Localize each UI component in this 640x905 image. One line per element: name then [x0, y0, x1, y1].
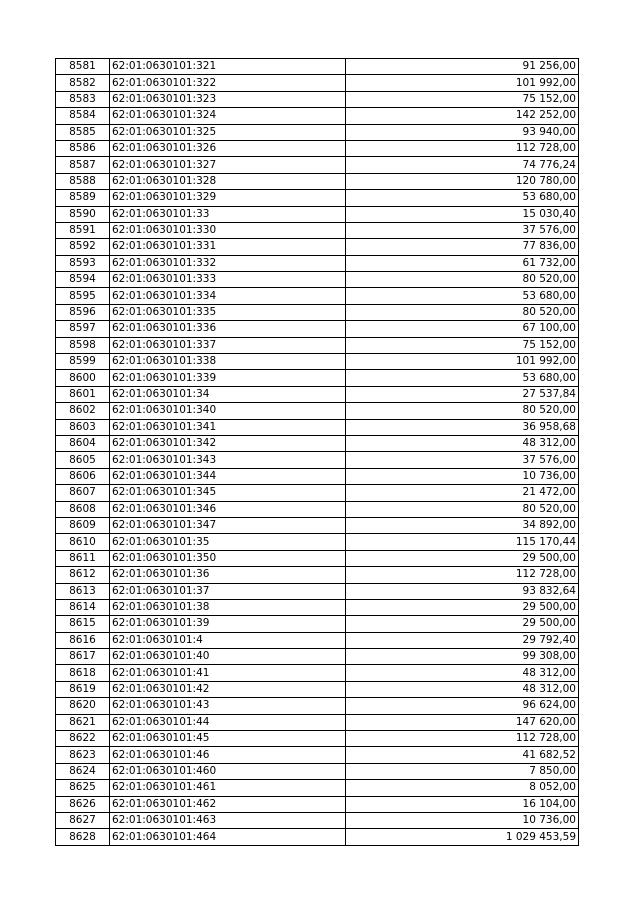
row-number-cell: 8626	[56, 796, 110, 812]
row-number-cell: 8609	[56, 517, 110, 533]
row-number-cell: 8621	[56, 714, 110, 730]
amount-cell: 21 472,00	[346, 485, 579, 501]
table-row	[56, 206, 579, 222]
table-row	[56, 108, 579, 124]
cadastral-number-cell: 62:01:0630101:324	[110, 108, 346, 124]
amount-cell: 120 780,00	[346, 173, 579, 189]
amount-cell: 41 682,52	[346, 747, 579, 763]
table-row	[56, 468, 579, 484]
cadastral-number-cell: 62:01:0630101:341	[110, 419, 346, 435]
row-number-cell: 8597	[56, 321, 110, 337]
cadastral-number-cell: 62:01:0630101:331	[110, 239, 346, 255]
amount-cell: 48 312,00	[346, 665, 579, 681]
cadastral-number-cell: 62:01:0630101:330	[110, 222, 346, 238]
row-number-cell: 8581	[56, 59, 110, 75]
amount-cell: 80 520,00	[346, 272, 579, 288]
table-row	[56, 731, 579, 747]
cadastral-number-cell: 62:01:0630101:36	[110, 567, 346, 583]
amount-cell: 93 940,00	[346, 124, 579, 140]
cadastral-number-cell: 62:01:0630101:333	[110, 272, 346, 288]
cadastral-number-cell: 62:01:0630101:338	[110, 354, 346, 370]
amount-cell: 91 256,00	[346, 59, 579, 75]
cadastral-number-cell: 62:01:0630101:334	[110, 288, 346, 304]
amount-cell: 96 624,00	[346, 698, 579, 714]
row-number-cell: 8610	[56, 534, 110, 550]
row-number-cell: 8601	[56, 386, 110, 402]
row-number-cell: 8592	[56, 239, 110, 255]
row-number-cell: 8607	[56, 485, 110, 501]
amount-cell: 93 832,64	[346, 583, 579, 599]
amount-cell: 34 892,00	[346, 517, 579, 533]
table-row	[56, 386, 579, 402]
row-number-cell: 8618	[56, 665, 110, 681]
row-number-cell: 8614	[56, 599, 110, 615]
table-row	[56, 534, 579, 550]
row-number-cell: 8627	[56, 812, 110, 828]
amount-cell: 48 312,00	[346, 435, 579, 451]
row-number-cell: 8606	[56, 468, 110, 484]
table-row	[56, 222, 579, 238]
cadastral-number-cell: 62:01:0630101:462	[110, 796, 346, 812]
table-row	[56, 714, 579, 730]
cadastral-number-cell: 62:01:0630101:336	[110, 321, 346, 337]
table-row	[56, 501, 579, 517]
table-row	[56, 681, 579, 697]
cadastral-number-cell: 62:01:0630101:43	[110, 698, 346, 714]
row-number-cell: 8585	[56, 124, 110, 140]
row-number-cell: 8586	[56, 140, 110, 156]
cadastral-number-cell: 62:01:0630101:45	[110, 731, 346, 747]
cadastral-number-cell: 62:01:0630101:463	[110, 812, 346, 828]
cadastral-number-cell: 62:01:0630101:323	[110, 91, 346, 107]
table-row	[56, 272, 579, 288]
table-row	[56, 190, 579, 206]
row-number-cell: 8602	[56, 403, 110, 419]
amount-cell: 29 792,40	[346, 632, 579, 648]
amount-cell: 142 252,00	[346, 108, 579, 124]
cadastral-number-cell: 62:01:0630101:38	[110, 599, 346, 615]
cadastral-number-cell: 62:01:0630101:329	[110, 190, 346, 206]
amount-cell: 53 680,00	[346, 288, 579, 304]
table-row	[56, 354, 579, 370]
cadastral-number-cell: 62:01:0630101:326	[110, 140, 346, 156]
amount-cell: 112 728,00	[346, 731, 579, 747]
cadastral-number-cell: 62:01:0630101:464	[110, 829, 346, 845]
amount-cell: 77 836,00	[346, 239, 579, 255]
amount-cell: 74 776,24	[346, 157, 579, 173]
table-row	[56, 616, 579, 632]
amount-cell: 112 728,00	[346, 567, 579, 583]
table-row	[56, 124, 579, 140]
row-number-cell: 8625	[56, 780, 110, 796]
cadastral-number-cell: 62:01:0630101:37	[110, 583, 346, 599]
table-row	[56, 75, 579, 91]
table-row	[56, 583, 579, 599]
table-row	[56, 599, 579, 615]
amount-cell: 27 537,84	[346, 386, 579, 402]
amount-cell: 75 152,00	[346, 337, 579, 353]
row-number-cell: 8600	[56, 370, 110, 386]
table-row	[56, 288, 579, 304]
table-row	[56, 173, 579, 189]
cadastral-number-cell: 62:01:0630101:42	[110, 681, 346, 697]
table-row	[56, 157, 579, 173]
cadastral-number-cell: 62:01:0630101:46	[110, 747, 346, 763]
table-row	[56, 829, 579, 845]
row-number-cell: 8584	[56, 108, 110, 124]
row-number-cell: 8624	[56, 763, 110, 779]
amount-cell: 101 992,00	[346, 354, 579, 370]
amount-cell: 7 850,00	[346, 763, 579, 779]
table-body	[56, 59, 579, 846]
amount-cell: 37 576,00	[346, 452, 579, 468]
amount-cell: 53 680,00	[346, 370, 579, 386]
row-number-cell: 8603	[56, 419, 110, 435]
cadastral-number-cell: 62:01:0630101:328	[110, 173, 346, 189]
table-row	[56, 304, 579, 320]
row-number-cell: 8582	[56, 75, 110, 91]
cadastral-number-cell: 62:01:0630101:344	[110, 468, 346, 484]
amount-cell: 80 520,00	[346, 304, 579, 320]
cadastral-number-cell: 62:01:0630101:460	[110, 763, 346, 779]
row-number-cell: 8620	[56, 698, 110, 714]
cadastral-number-cell: 62:01:0630101:33	[110, 206, 346, 222]
row-number-cell: 8617	[56, 649, 110, 665]
row-number-cell: 8590	[56, 206, 110, 222]
table-row	[56, 59, 579, 75]
row-number-cell: 8615	[56, 616, 110, 632]
cadastral-number-cell: 62:01:0630101:35	[110, 534, 346, 550]
row-number-cell: 8588	[56, 173, 110, 189]
row-number-cell: 8593	[56, 255, 110, 271]
cadastral-number-cell: 62:01:0630101:335	[110, 304, 346, 320]
row-number-cell: 8622	[56, 731, 110, 747]
row-number-cell: 8623	[56, 747, 110, 763]
table-row	[56, 747, 579, 763]
row-number-cell: 8598	[56, 337, 110, 353]
table-row	[56, 239, 579, 255]
row-number-cell: 8604	[56, 435, 110, 451]
amount-cell: 29 500,00	[346, 616, 579, 632]
table-row	[56, 91, 579, 107]
cadastral-number-cell: 62:01:0630101:44	[110, 714, 346, 730]
amount-cell: 61 732,00	[346, 255, 579, 271]
cadastral-number-cell: 62:01:0630101:332	[110, 255, 346, 271]
row-number-cell: 8587	[56, 157, 110, 173]
row-number-cell: 8616	[56, 632, 110, 648]
amount-cell: 101 992,00	[346, 75, 579, 91]
cadastral-number-cell: 62:01:0630101:339	[110, 370, 346, 386]
row-number-cell: 8595	[56, 288, 110, 304]
table-row	[56, 550, 579, 566]
table-row	[56, 419, 579, 435]
table-row	[56, 337, 579, 353]
amount-cell: 115 170,44	[346, 534, 579, 550]
amount-cell: 80 520,00	[346, 501, 579, 517]
table-row	[56, 517, 579, 533]
table-row	[56, 698, 579, 714]
amount-cell: 10 736,00	[346, 468, 579, 484]
cadastral-number-cell: 62:01:0630101:347	[110, 517, 346, 533]
row-number-cell: 8628	[56, 829, 110, 845]
cadastral-number-cell: 62:01:0630101:39	[110, 616, 346, 632]
amount-cell: 67 100,00	[346, 321, 579, 337]
document-table	[55, 58, 579, 846]
table-row	[56, 780, 579, 796]
cadastral-number-cell: 62:01:0630101:340	[110, 403, 346, 419]
cadastral-number-cell: 62:01:0630101:350	[110, 550, 346, 566]
table-row	[56, 452, 579, 468]
cadastral-number-cell: 62:01:0630101:327	[110, 157, 346, 173]
row-number-cell: 8611	[56, 550, 110, 566]
amount-cell: 99 308,00	[346, 649, 579, 665]
row-number-cell: 8583	[56, 91, 110, 107]
amount-cell: 29 500,00	[346, 550, 579, 566]
table-row	[56, 665, 579, 681]
amount-cell: 53 680,00	[346, 190, 579, 206]
table-row	[56, 567, 579, 583]
amount-cell: 75 152,00	[346, 91, 579, 107]
cadastral-number-cell: 62:01:0630101:34	[110, 386, 346, 402]
amount-cell: 37 576,00	[346, 222, 579, 238]
table-row	[56, 763, 579, 779]
cadastral-number-cell: 62:01:0630101:322	[110, 75, 346, 91]
cadastral-number-cell: 62:01:0630101:41	[110, 665, 346, 681]
table-row	[56, 403, 579, 419]
cadastral-number-cell: 62:01:0630101:346	[110, 501, 346, 517]
table-row	[56, 321, 579, 337]
amount-cell: 29 500,00	[346, 599, 579, 615]
table-row	[56, 435, 579, 451]
row-number-cell: 8599	[56, 354, 110, 370]
row-number-cell: 8605	[56, 452, 110, 468]
amount-cell: 36 958,68	[346, 419, 579, 435]
amount-cell: 147 620,00	[346, 714, 579, 730]
amount-cell: 80 520,00	[346, 403, 579, 419]
cadastral-number-cell: 62:01:0630101:461	[110, 780, 346, 796]
table-row	[56, 649, 579, 665]
cadastral-number-cell: 62:01:0630101:345	[110, 485, 346, 501]
row-number-cell: 8612	[56, 567, 110, 583]
row-number-cell: 8589	[56, 190, 110, 206]
row-number-cell: 8608	[56, 501, 110, 517]
cadastral-number-cell: 62:01:0630101:337	[110, 337, 346, 353]
cadastral-number-cell: 62:01:0630101:4	[110, 632, 346, 648]
table-row	[56, 812, 579, 828]
amount-cell: 1 029 453,59	[346, 829, 579, 845]
amount-cell: 16 104,00	[346, 796, 579, 812]
row-number-cell: 8594	[56, 272, 110, 288]
row-number-cell: 8591	[56, 222, 110, 238]
row-number-cell: 8619	[56, 681, 110, 697]
row-number-cell: 8596	[56, 304, 110, 320]
row-number-cell: 8613	[56, 583, 110, 599]
cadastral-number-cell: 62:01:0630101:40	[110, 649, 346, 665]
table-row	[56, 485, 579, 501]
amount-cell: 48 312,00	[346, 681, 579, 697]
table-row	[56, 370, 579, 386]
table-row	[56, 796, 579, 812]
amount-cell: 15 030,40	[346, 206, 579, 222]
table-row	[56, 140, 579, 156]
amount-cell: 10 736,00	[346, 812, 579, 828]
cadastral-number-cell: 62:01:0630101:325	[110, 124, 346, 140]
cadastral-number-cell: 62:01:0630101:343	[110, 452, 346, 468]
table-row	[56, 632, 579, 648]
table-row	[56, 255, 579, 271]
amount-cell: 8 052,00	[346, 780, 579, 796]
amount-cell: 112 728,00	[346, 140, 579, 156]
cadastral-number-cell: 62:01:0630101:321	[110, 59, 346, 75]
cadastral-number-cell: 62:01:0630101:342	[110, 435, 346, 451]
